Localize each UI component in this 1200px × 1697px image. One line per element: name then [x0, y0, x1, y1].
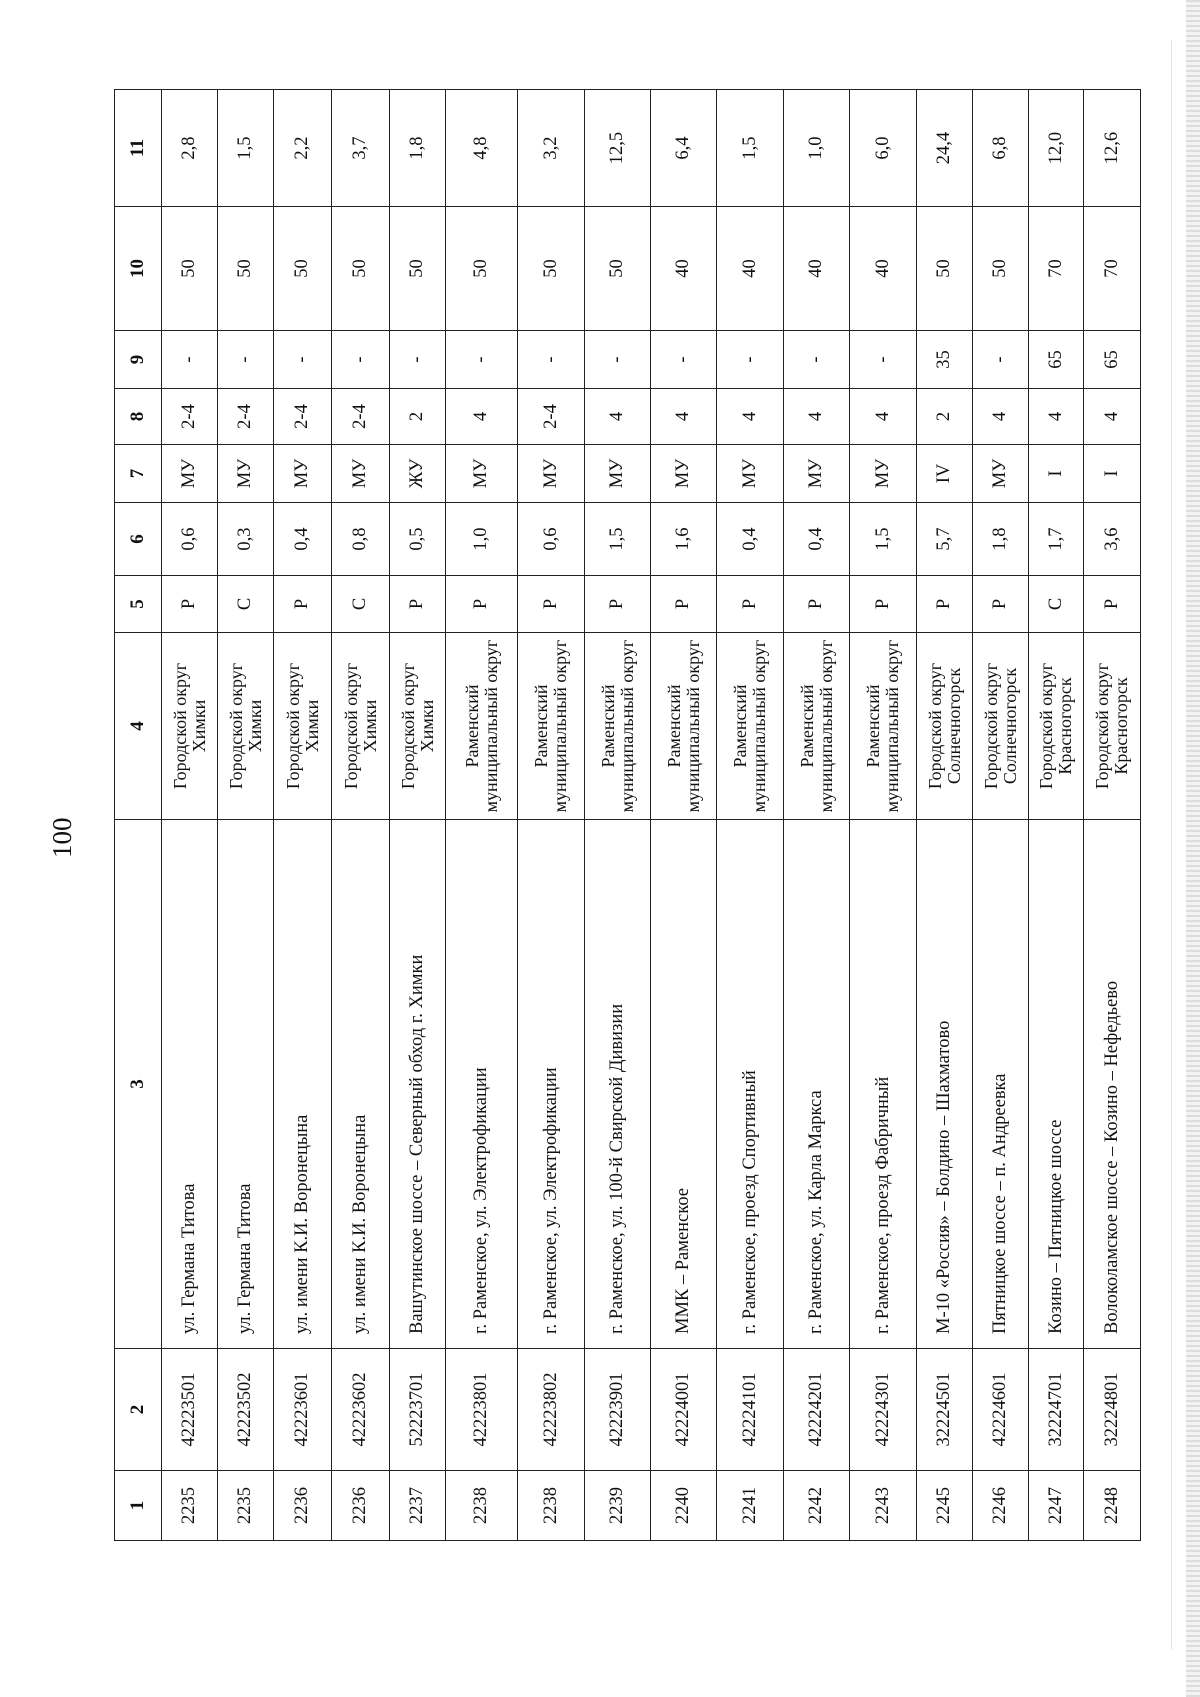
cell-col-5: С	[1029, 576, 1084, 633]
cell-col-10: 50	[585, 207, 651, 331]
column-header-4: 4	[115, 633, 162, 820]
cell-col-6: 0,6	[162, 503, 218, 576]
cell-col-2: 42224601	[973, 1349, 1029, 1471]
table-row	[1084, 90, 1141, 1541]
cell-col-4: Раменский муниципальный округ	[518, 633, 585, 820]
cell-col-1: 2238	[446, 1471, 518, 1541]
cell-col-2: 42224201	[784, 1349, 850, 1471]
cell-col-3: ММК – Раменское	[651, 820, 717, 1349]
cell-col-8: 4	[585, 389, 651, 445]
cell-col-10: 50	[218, 207, 274, 331]
cell-col-11: 1,0	[784, 90, 850, 207]
cell-col-8: 2-4	[218, 389, 274, 445]
cell-col-7: ЖУ	[390, 445, 446, 503]
cell-col-11: 1,8	[390, 90, 446, 207]
cell-col-9: 65	[1084, 331, 1141, 389]
cell-col-8: 4	[651, 389, 717, 445]
column-header-8: 8	[115, 389, 162, 445]
cell-col-7: IV	[917, 445, 973, 503]
cell-col-4: Городской округ Солнечногорск	[917, 633, 973, 820]
cell-col-2: 32224501	[917, 1349, 973, 1471]
cell-col-1: 2237	[390, 1471, 446, 1541]
cell-col-6: 0,8	[332, 503, 390, 576]
table-row	[1029, 90, 1084, 1541]
cell-col-3: Козино – Пятницкое шоссе	[1029, 820, 1084, 1349]
cell-col-1: 2240	[651, 1471, 717, 1541]
cell-col-6: 1,5	[850, 503, 917, 576]
column-header-1: 1	[115, 1471, 162, 1541]
cell-col-10: 70	[1084, 207, 1141, 331]
cell-col-10: 50	[332, 207, 390, 331]
table-row	[518, 90, 585, 1541]
cell-col-10: 50	[446, 207, 518, 331]
cell-col-6: 0,5	[390, 503, 446, 576]
cell-col-5: С	[218, 576, 274, 633]
cell-col-3: ул. имени К.И. Воронецына	[332, 820, 390, 1349]
cell-col-3: ул. Германа Титова	[162, 820, 218, 1349]
cell-col-11: 2,2	[274, 90, 332, 207]
cell-col-1: 2236	[274, 1471, 332, 1541]
cell-col-3: Волоколамское шоссе – Козино – Нефедьево	[1084, 820, 1141, 1349]
cell-col-3: г. Раменское, проезд Фабричный	[850, 820, 917, 1349]
cell-col-2: 32224701	[1029, 1349, 1084, 1471]
cell-col-10: 50	[390, 207, 446, 331]
table-row	[162, 90, 218, 1541]
cell-col-5: Р	[390, 576, 446, 633]
cell-col-10: 40	[850, 207, 917, 331]
cell-col-8: 4	[784, 389, 850, 445]
cell-col-7: I	[1029, 445, 1084, 503]
column-header-5: 5	[115, 576, 162, 633]
cell-col-4: Городской округ Химки	[390, 633, 446, 820]
cell-col-5: Р	[162, 576, 218, 633]
cell-col-4: Городской округ Химки	[274, 633, 332, 820]
cell-col-2: 52223701	[390, 1349, 446, 1471]
cell-col-4: Раменский муниципальный округ	[850, 633, 917, 820]
cell-col-9: -	[218, 331, 274, 389]
cell-col-9: -	[332, 331, 390, 389]
cell-col-1: 2241	[717, 1471, 784, 1541]
cell-col-2: 42223601	[274, 1349, 332, 1471]
cell-col-1: 2248	[1084, 1471, 1141, 1541]
table-row	[585, 90, 651, 1541]
cell-col-5: Р	[1084, 576, 1141, 633]
cell-col-7: МУ	[274, 445, 332, 503]
cell-col-8: 4	[446, 389, 518, 445]
cell-col-9: -	[162, 331, 218, 389]
cell-col-5: Р	[784, 576, 850, 633]
cell-col-1: 2243	[850, 1471, 917, 1541]
cell-col-3: г. Раменское, проезд Спортивный	[717, 820, 784, 1349]
cell-col-3: М-10 «Россия» – Болдино – Шахматово	[917, 820, 973, 1349]
cell-col-4: Городской округ Красногорск	[1084, 633, 1141, 820]
table-row	[390, 90, 446, 1541]
cell-col-2: 42223801	[446, 1349, 518, 1471]
cell-col-4: Городской округ Красногорск	[1029, 633, 1084, 820]
cell-col-11: 1,5	[717, 90, 784, 207]
cell-col-9: -	[973, 331, 1029, 389]
cell-col-5: Р	[585, 576, 651, 633]
cell-col-11: 12,5	[585, 90, 651, 207]
cell-col-5: Р	[717, 576, 784, 633]
cell-col-11: 12,6	[1084, 90, 1141, 207]
cell-col-8: 2-4	[162, 389, 218, 445]
cell-col-8: 4	[1029, 389, 1084, 445]
cell-col-11: 6,8	[973, 90, 1029, 207]
cell-col-5: Р	[518, 576, 585, 633]
cell-col-4: Городской округ Солнечногорск	[973, 633, 1029, 820]
cell-col-2: 42223901	[585, 1349, 651, 1471]
cell-col-7: МУ	[332, 445, 390, 503]
cell-col-3: г. Раменское, ул. Электрофикации	[446, 820, 518, 1349]
cell-col-6: 5,7	[917, 503, 973, 576]
cell-col-9: -	[784, 331, 850, 389]
cell-col-6: 1,8	[973, 503, 1029, 576]
cell-col-1: 2235	[162, 1471, 218, 1541]
header-row	[115, 90, 162, 1541]
cell-col-8: 2-4	[332, 389, 390, 445]
cell-col-11: 6,4	[651, 90, 717, 207]
cell-col-4: Раменский муниципальный округ	[651, 633, 717, 820]
cell-col-7: МУ	[784, 445, 850, 503]
cell-col-7: I	[1084, 445, 1141, 503]
cell-col-10: 40	[717, 207, 784, 331]
cell-col-9: -	[585, 331, 651, 389]
cell-col-11: 12,0	[1029, 90, 1084, 207]
cell-col-2: 42223802	[518, 1349, 585, 1471]
column-header-11: 11	[115, 90, 162, 207]
cell-col-4: Раменский муниципальный округ	[446, 633, 518, 820]
table-row	[332, 90, 390, 1541]
cell-col-9: -	[446, 331, 518, 389]
scan-edge-line	[1171, 40, 1172, 1650]
cell-col-10: 70	[1029, 207, 1084, 331]
cell-col-1: 2238	[518, 1471, 585, 1541]
cell-col-11: 24,4	[917, 90, 973, 207]
table-row	[784, 90, 850, 1541]
cell-col-1: 2242	[784, 1471, 850, 1541]
cell-col-8: 2	[390, 389, 446, 445]
cell-col-8: 4	[1084, 389, 1141, 445]
table-row	[651, 90, 717, 1541]
road-register-table	[114, 89, 1141, 1541]
cell-col-2: 42224101	[717, 1349, 784, 1471]
cell-col-6: 1,0	[446, 503, 518, 576]
cell-col-7: МУ	[518, 445, 585, 503]
column-header-6: 6	[115, 503, 162, 576]
cell-col-3: ул. имени К.И. Воронецына	[274, 820, 332, 1349]
cell-col-11: 6,0	[850, 90, 917, 207]
cell-col-4: Городской округ Химки	[162, 633, 218, 820]
cell-col-4: Раменский муниципальный округ	[717, 633, 784, 820]
cell-col-7: МУ	[850, 445, 917, 503]
cell-col-5: Р	[850, 576, 917, 633]
cell-col-10: 50	[274, 207, 332, 331]
cell-col-9: -	[651, 331, 717, 389]
cell-col-7: МУ	[651, 445, 717, 503]
table-row	[917, 90, 973, 1541]
cell-col-1: 2245	[917, 1471, 973, 1541]
cell-col-11: 1,5	[218, 90, 274, 207]
cell-col-9: -	[274, 331, 332, 389]
cell-col-6: 0,3	[218, 503, 274, 576]
cell-col-6: 0,4	[717, 503, 784, 576]
table-row	[717, 90, 784, 1541]
table-row	[218, 90, 274, 1541]
cell-col-11: 3,2	[518, 90, 585, 207]
cell-col-1: 2235	[218, 1471, 274, 1541]
cell-col-3: г. Раменское, ул. Карла Маркса	[784, 820, 850, 1349]
cell-col-6: 0,4	[784, 503, 850, 576]
cell-col-1: 2236	[332, 1471, 390, 1541]
cell-col-5: Р	[446, 576, 518, 633]
cell-col-6: 3,6	[1084, 503, 1141, 576]
cell-col-3: ул. Германа Титова	[218, 820, 274, 1349]
cell-col-3: г. Раменское, ул. 100-й Свирской Дивизии	[585, 820, 651, 1349]
column-header-10: 10	[115, 207, 162, 331]
cell-col-7: МУ	[717, 445, 784, 503]
table-row	[973, 90, 1029, 1541]
cell-col-4: Городской округ Химки	[332, 633, 390, 820]
cell-col-6: 0,4	[274, 503, 332, 576]
column-header-3: 3	[115, 820, 162, 1349]
cell-col-4: Раменский муниципальный округ	[784, 633, 850, 820]
cell-col-5: Р	[274, 576, 332, 633]
column-header-2: 2	[115, 1349, 162, 1471]
cell-col-10: 50	[917, 207, 973, 331]
cell-col-11: 2,8	[162, 90, 218, 207]
scan-edge-strip	[1186, 0, 1200, 1697]
cell-col-6: 1,5	[585, 503, 651, 576]
cell-col-3: г. Раменское, ул. Электрофикации	[518, 820, 585, 1349]
cell-col-7: МУ	[585, 445, 651, 503]
cell-col-1: 2239	[585, 1471, 651, 1541]
cell-col-2: 42224301	[850, 1349, 917, 1471]
cell-col-3: Пятницкое шоссе – п. Андреевка	[973, 820, 1029, 1349]
column-header-9: 9	[115, 331, 162, 389]
cell-col-4: Раменский муниципальный округ	[585, 633, 651, 820]
cell-col-10: 40	[651, 207, 717, 331]
cell-col-1: 2247	[1029, 1471, 1084, 1541]
cell-col-2: 42223501	[162, 1349, 218, 1471]
table-row	[446, 90, 518, 1541]
cell-col-6: 0,6	[518, 503, 585, 576]
table-body	[162, 90, 1141, 1541]
cell-col-2: 42224001	[651, 1349, 717, 1471]
table-row	[850, 90, 917, 1541]
cell-col-3: Вашутинское шоссе – Северный обход г. Химки	[390, 820, 446, 1349]
cell-col-10: 50	[518, 207, 585, 331]
cell-col-5: Р	[973, 576, 1029, 633]
cell-col-8: 2	[917, 389, 973, 445]
cell-col-9: 65	[1029, 331, 1084, 389]
cell-col-6: 1,7	[1029, 503, 1084, 576]
cell-col-10: 50	[973, 207, 1029, 331]
cell-col-7: МУ	[162, 445, 218, 503]
rotated-table-container	[114, 90, 1131, 1541]
cell-col-1: 2246	[973, 1471, 1029, 1541]
cell-col-7: МУ	[446, 445, 518, 503]
cell-col-9: -	[390, 331, 446, 389]
column-header-7: 7	[115, 445, 162, 503]
cell-col-2: 32224801	[1084, 1349, 1141, 1471]
table-row	[274, 90, 332, 1541]
cell-col-7: МУ	[973, 445, 1029, 503]
cell-col-8: 2-4	[518, 389, 585, 445]
cell-col-4: Городской округ Химки	[218, 633, 274, 820]
cell-col-8: 4	[850, 389, 917, 445]
cell-col-10: 50	[162, 207, 218, 331]
cell-col-11: 3,7	[332, 90, 390, 207]
cell-col-7: МУ	[218, 445, 274, 503]
cell-col-5: Р	[917, 576, 973, 633]
cell-col-2: 42223502	[218, 1349, 274, 1471]
cell-col-6: 1,6	[651, 503, 717, 576]
cell-col-9: -	[518, 331, 585, 389]
cell-col-9: 35	[917, 331, 973, 389]
cell-col-8: 4	[973, 389, 1029, 445]
cell-col-10: 40	[784, 207, 850, 331]
cell-col-11: 4,8	[446, 90, 518, 207]
cell-col-8: 4	[717, 389, 784, 445]
cell-col-2: 42223602	[332, 1349, 390, 1471]
cell-col-9: -	[850, 331, 917, 389]
cell-col-9: -	[717, 331, 784, 389]
cell-col-5: Р	[651, 576, 717, 633]
cell-col-8: 2-4	[274, 389, 332, 445]
cell-col-5: С	[332, 576, 390, 633]
page-number: 100	[47, 817, 77, 858]
